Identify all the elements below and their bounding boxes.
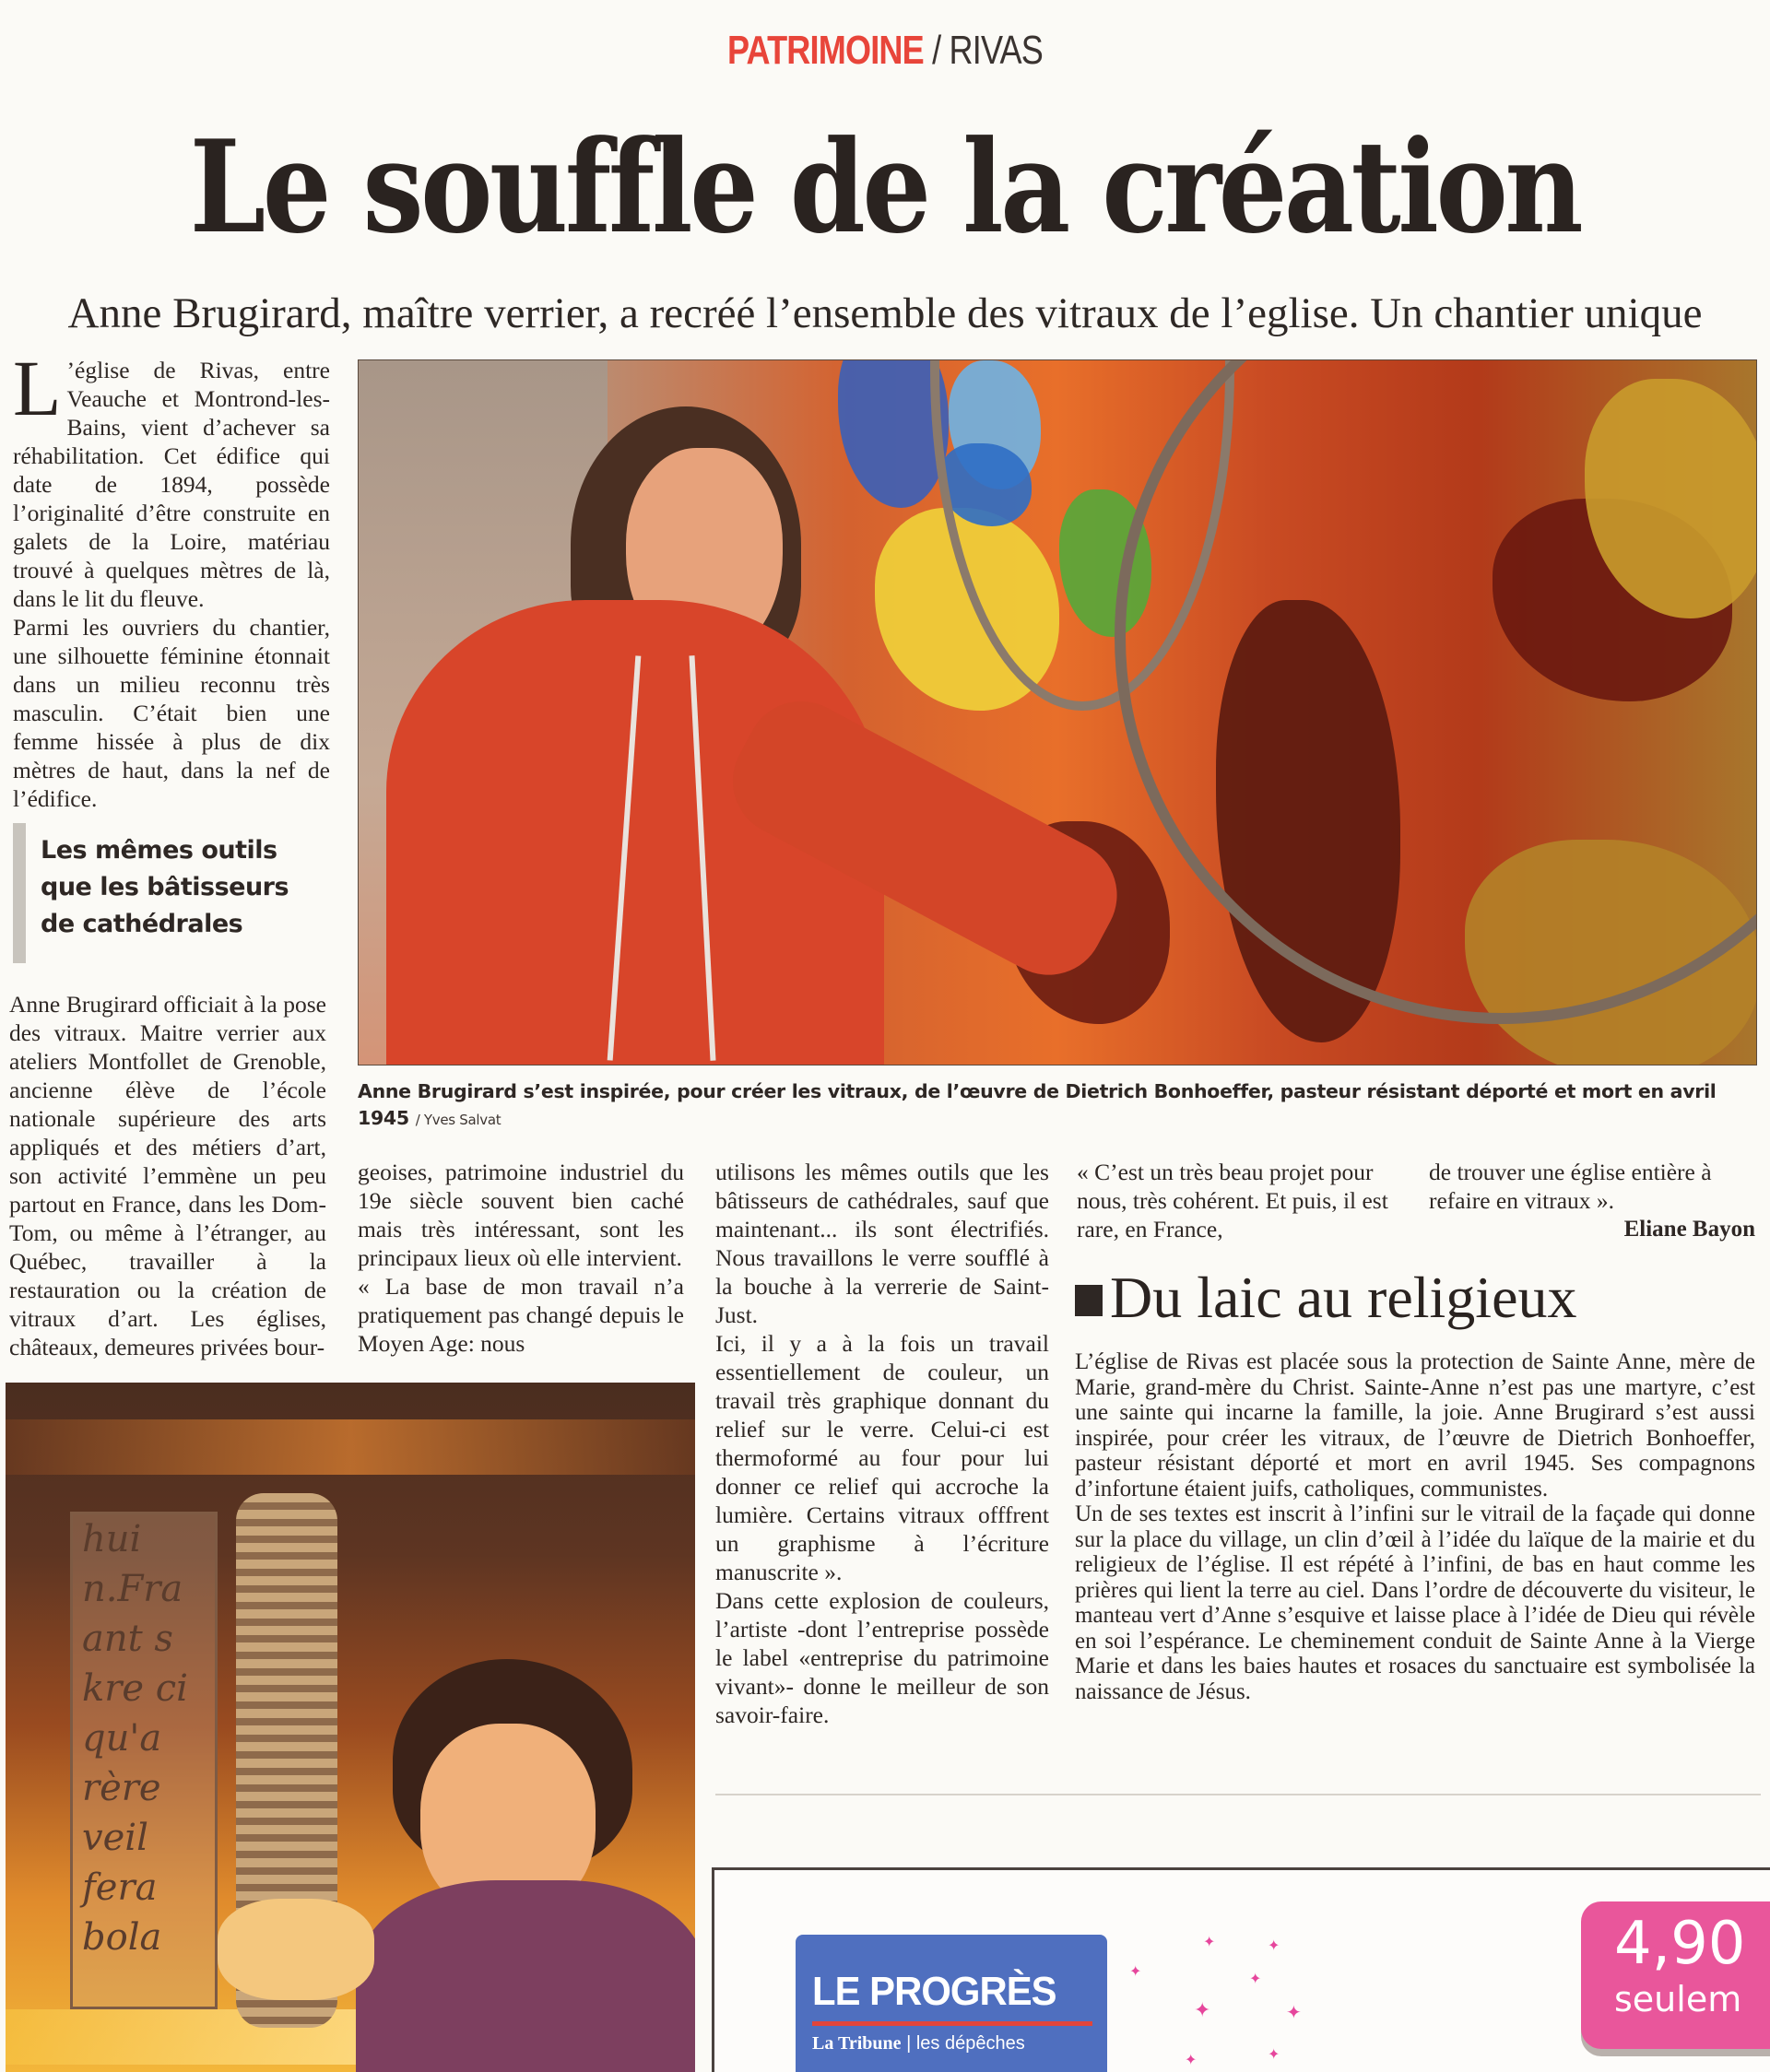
body-column-3 xyxy=(715,1158,1049,1729)
photo-light-band xyxy=(6,1419,695,1475)
intro-paragraph-2: Parmi les ouvriers du chantier, une silhouette féminine étonnait dans un milieu reconnu très masculin. C’était bien une femme hissée à plus de dix mètres de haut, dans la nef de l’édifice. xyxy=(13,614,330,812)
quote-paragraph: de trouver une église entière à refaire en vitraux ». xyxy=(1429,1159,1712,1214)
sparkle-icon: ✦ xyxy=(1185,2051,1198,2068)
main-photo xyxy=(358,359,1757,1065)
drop-cap: L xyxy=(13,344,62,432)
glass-script-line: fera xyxy=(82,1866,158,1909)
author-signature: Eliane Bayon xyxy=(1623,1217,1755,1242)
intro-column xyxy=(13,344,330,813)
ad-sub-separator: | xyxy=(906,2033,912,2054)
intertitle-line: de cathédrales xyxy=(41,910,243,938)
lead-came xyxy=(1115,359,1757,1024)
body-paragraph: Anne Brugirard officiait à la pose des vitraux. Maitre verrier aux ateliers Montfollet de Grenoble, ancienne élève de l’école nationale supérieure des arts appliqués et des métiers d’art, son activité l’emmène un peu partout en France, dans les Dom-Tom, ou même à l’étranger, au Québec, travailler à la restauration ou la création de vitraux d’art. Les églises, châteaux, demeures privées bour- xyxy=(9,991,326,1360)
quote-paragraph: utilisons les mêmes outils que les bâtisseurs de cathédrales, sauf que maintenant... ils sont électrifiés. Nous travaillons le verre soufflé à la bouche à la verrerie de Saint-Just. xyxy=(715,1159,1049,1328)
price-badge[interactable] xyxy=(1581,1901,1770,2049)
quote-paragraph: « La base de mon travail n’a pratiquement pas changé depuis le Moyen Age: nous xyxy=(358,1273,684,1357)
article-headline: Le souffle de la création xyxy=(189,112,1581,262)
intertitle xyxy=(13,823,330,963)
body-column-1 xyxy=(9,990,326,1361)
sidebar-title-text: Du laic au religieux xyxy=(1110,1265,1577,1330)
ad-price-note: seulem xyxy=(1614,1979,1742,2019)
sidebar-body xyxy=(1075,1349,1755,1704)
advertisement[interactable] xyxy=(712,1867,1770,2072)
glass-script-line: ant s xyxy=(82,1618,173,1660)
kicker-separator: / xyxy=(932,28,941,73)
photo-caption xyxy=(358,1078,1759,1134)
intertitle-line: que les bâtisseurs xyxy=(41,873,289,901)
le-progres-logo[interactable] xyxy=(796,1935,1107,2072)
sparkle-icon: ✦ xyxy=(1203,1933,1216,1950)
glass-script-line: hui xyxy=(82,1518,142,1560)
sidebar-paragraph: L’église de Rivas est placée sous la protection de Sainte Anne, mère de Marie, grand-mère du Christ. Sainte-Anne n’est pas une martyre, c’est une sainte qui incarne la famille, la joie. Anne Brugirard s’est aussi inspirée, pour créer les vitraux, de l’œuvre de Dietrich Bonhoeffer, pasteur résistant déporté et mort en avril 1945. Ses compagnons d’infortune étaient juifs, catholiques, communistes. xyxy=(1075,1349,1755,1501)
glass-script-line: kre ci xyxy=(82,1667,188,1710)
body-column-2 xyxy=(358,1158,684,1358)
glass-panel-with-script xyxy=(70,1512,218,2009)
body-paragraph: geoises, patrimoine industriel du 19e siècle souvent bien caché mais très intéressant, sont les principaux lieux où elle intervient. xyxy=(358,1159,684,1271)
glass-script-line: rère xyxy=(82,1767,161,1809)
secondary-photo xyxy=(6,1383,695,2072)
sidebar-title xyxy=(1075,1263,1757,1333)
ad-sub-right: les dépêches xyxy=(915,2033,1025,2054)
quote-paragraph: Ici, il y a à la fois un travail essentiellement de couleur, un travail très graphique donnant du relief sur le verre. Celui-ci est thermoformé au four pour lui donner ce relief qui accroche la lumière. Certains vitraux offfrent un graphisme à l’écriture manuscrite ». xyxy=(715,1330,1049,1585)
sparkle-icon: ✦ xyxy=(1268,1937,1280,1954)
sparkle-icon: ✦ xyxy=(1129,1962,1142,1980)
body-paragraph: Dans cette explosion de couleurs, l’artiste -dont l’entreprise possède le label «entreprise du patrimoine vivant»- donne le meilleur de son savoir-faire. xyxy=(715,1587,1049,1728)
logo-red-bar xyxy=(812,2021,1092,2026)
article-subheadline: Anne Brugirard, maître verrier, a recréé l’ensemble des vitraux de l’eglise. Un chantier unique xyxy=(67,289,1703,337)
section-kicker xyxy=(159,28,1611,74)
photo-subject-body xyxy=(356,1880,695,2072)
ad-price: 4,90 xyxy=(1614,1910,1746,1978)
ad-brand-subtitle xyxy=(812,2033,1092,2054)
body-column-5 xyxy=(1429,1158,1755,1243)
glass-script-line: n.Fra xyxy=(82,1568,183,1610)
ad-sub-left: La Tribune xyxy=(812,2033,902,2054)
square-bullet-icon xyxy=(1075,1285,1103,1316)
glass-script-line: veil xyxy=(82,1817,148,1859)
sidebar-paragraph: Un de ses textes est inscrit à l’infini sur le vitrail de la façade qui donne sur la place du village, un clin d’œil à l’idée du laïque de la mairie et du religieux de l’église. Il est répété à l’infini, de bas en haut comme les prières qui lient la terre au ciel. Dans l’ordre de découverte du visiteur, le manteau vert d’Anne s’esquive et laisse place à l’idée de Dieu qui révèle en soi l’espérance. Le cheminement conduit de Sainte Anne à la Vierge Marie et dans les baies hautes et rosaces du sanctuaire est symbolisée la naissance de Jésus. xyxy=(1075,1501,1755,1704)
photo-subject-hand xyxy=(218,1899,374,2000)
ad-brand: LE PROGRÈS xyxy=(812,1969,1056,2014)
photo-credit: / Yves Salvat xyxy=(415,1112,502,1128)
sparkle-icon: ✦ xyxy=(1249,1970,1262,1987)
glass-script-line: bola xyxy=(82,1916,162,1959)
sparkle-icon: ✦ xyxy=(1286,2001,1302,2023)
sparkle-icon: ✦ xyxy=(1268,2045,1280,2063)
glass-script-line: qu'a xyxy=(82,1717,162,1760)
caption-text: Anne Brugirard s’est inspirée, pour créer les vitraux, de l’œuvre de Dietrich Bonhoeffer, pasteur résistant déporté et mort en avril 1945 xyxy=(358,1080,1717,1129)
kicker-category: PATRIMOINE xyxy=(726,28,924,73)
quote-paragraph: « C’est un très beau projet pour nous, très cohérent. Et puis, il est rare, en France, xyxy=(1077,1159,1388,1242)
sparkle-icon: ✦ xyxy=(1194,1999,1211,2022)
intro-paragraph xyxy=(13,344,330,613)
intro-text: ’église de Rivas, entre Veauche et Montrond-les-Bains, vient d’achever sa réhabilitation. Cet édifice qui date de 1894, possède l’originalité d’être construite en galets de la Loire, matériau trouvé à quelques mètres de là, dans le lit du fleuve. xyxy=(13,357,330,612)
kicker-location: RIVAS xyxy=(949,28,1044,73)
intertitle-line: Les mêmes outils xyxy=(41,836,277,865)
divider-rule xyxy=(715,1794,1761,1795)
body-column-4 xyxy=(1077,1158,1394,1243)
